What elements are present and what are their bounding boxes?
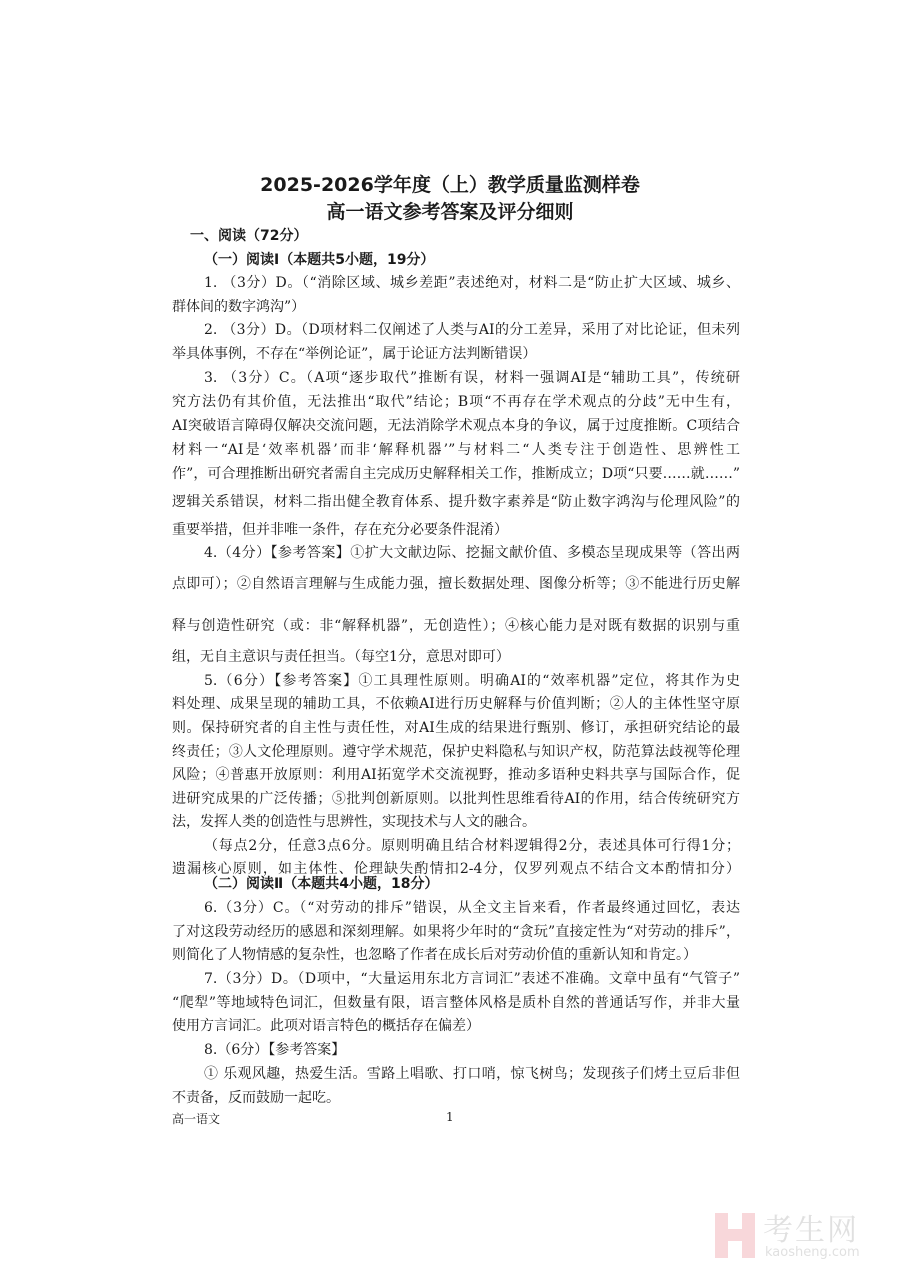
answer-line: 进研究成果的广泛传播；⑤批判创新原则。以批判性思维看待AI的作用，结合传统研究方 [172, 791, 740, 807]
answer-line: 5.（6分）【参考答案】①工具理性原则。明确AI的“效率机器”定位，将其作为史 [204, 673, 740, 689]
watermark-name: 考生网 [763, 1213, 859, 1248]
watermark-url: kaosheng.com [765, 1245, 860, 1260]
answer-line: 3. （3分）C。（A项“逐步取代”推断有误，材料一强调AI是“辅助工具”，传统研 [204, 370, 740, 386]
answer-line: 重要举措，但并非唯一条件，存在充分必要条件混淆） [172, 522, 508, 538]
section-heading: 一、阅读（72分） [190, 228, 308, 244]
answer-line: 材料一“AI是‘效率机器’而非‘解释机器’”与材料二“人类专注于创造性、思辨性工 [172, 442, 740, 458]
answer-line: 风险；④普惠开放原则：利用AI拓宽学术交流视野，推动多语种史料共享与国际合作，促 [172, 767, 740, 783]
answer-line: 8.（6分）【参考答案】 [204, 1042, 346, 1058]
answer-line: 法，发挥人类的创造性与思辨性，实现技术与人文的融合。 [172, 814, 536, 830]
answer-line: 2. （3分）D。（D项材料二仅阐述了人类与AI的分工差异，采用了对比论证，但未列 [204, 322, 740, 338]
answer-line: 作”，可合理推断出研究者需自主完成历史解释相关工作，推断成立；D项“只要……就……” [172, 466, 740, 482]
answer-line: 则简化了人物情感的复杂性，也忽略了作者在成长后对劳动价值的重新认知和肯定。） [172, 947, 697, 963]
answer-line: 举具体事例，不存在“举例论证”，属于论证方法判断错误） [172, 346, 537, 362]
answer-line: 使用方言词汇。此项对语言特色的概括存在偏差） [172, 1018, 480, 1034]
answer-line: 料处理、成果呈现的辅助工具，不依赖AI进行历史解释与价值判断；②人的主体性坚守原 [172, 696, 740, 712]
section-heading: （一）阅读Ⅰ（本题共5小题，19分） [204, 252, 435, 268]
watermark-logo [715, 1205, 890, 1265]
answer-line: ① 乐观风趣，热爱生活。雪路上唱歌、打口哨，惊飞树鸟；发现孩子们烤土豆后非但 [204, 1066, 740, 1082]
answer-line: 组，无自主意识与责任担当。（每空1分，意思对即可） [172, 649, 510, 665]
answer-line: 逻辑关系错误，材料二指出健全教育体系、提升数字素养是“防止数字鸿沟与伦理风险”的 [172, 494, 740, 510]
answer-line: （每点2分，任意3点6分。原则明确且结合材料逻辑得2分，表述具体可行得1分； [204, 838, 740, 854]
document-title: 2025-2026学年度（上）教学质量监测样卷 [260, 174, 640, 196]
answer-line: AI突破语言障碍仅解决交流问题，无法消除学术观点本身的争议，属于过度推断。C项结合 [172, 418, 740, 434]
answer-line: 群体间的数字鸿沟”） [172, 299, 306, 315]
answer-line: 7.（3分）D。（D项中，“大量运用东北方言词汇”表述不准确。文章中虽有“气管子” [204, 971, 740, 987]
answer-line: 则。保持研究者的自主性与责任性，对AI生成的结果进行甄别、修订，承担研究结论的最 [172, 720, 740, 736]
answer-line: 遗漏核心原则，如主体性、伦理缺失酌情扣2-4分，仅罗列观点不结合文本酌情扣分） [172, 861, 740, 877]
answer-line: 点即可）；②自然语言理解与生成能力强，擅长数据处理、图像分析等；③不能进行历史解 [172, 576, 740, 592]
answer-line: 1. （3分）D。（“消除区域、城乡差距”表述绝对，材料二是“防止扩大区域、城乡、 [204, 275, 740, 291]
answer-line: 终责任；③人文伦理原则。遵守学术规范，保护史料隐私与知识产权，防范算法歧视等伦理 [172, 744, 740, 760]
answer-line: 究方法仍有其价值，无法推出“取代”结论；B项“不再存在学术观点的分歧”无中生有， [172, 394, 740, 410]
watermark-logo-icon [715, 1213, 755, 1258]
footer-subject: 高一语文 [172, 1112, 221, 1126]
answer-line: 释与创造性研究（或：非“解释机器”，无创造性）；④核心能力是对既有数据的识别与重 [172, 618, 740, 634]
document-subtitle: 高一语文参考答案及评分细则 [326, 201, 574, 223]
answer-line: “爬犁”等地域特色词汇，但数量有限，语言整体风格是质朴自然的普通话写作，并非大量 [172, 995, 740, 1011]
section-heading: （二）阅读Ⅱ（本题共4小题，18分） [204, 876, 439, 892]
answer-line: 不责备，反而鼓励一起吃。 [172, 1090, 340, 1106]
answer-line: 4.（4分）【参考答案】①扩大文献边际、挖掘文献价值、多模态呈现成果等（答出两 [204, 545, 740, 561]
answer-line: 了对这段劳动经历的感恩和深刻理解。如果将少年时的“贪玩”直接定性为“对劳动的排斥”， [172, 924, 740, 940]
answer-line: 6.（3分）C。（“对劳动的排斥”错误，从全文主旨来看，作者最终通过回忆，表达 [204, 900, 740, 916]
footer-page-number: 1 [446, 1110, 454, 1124]
